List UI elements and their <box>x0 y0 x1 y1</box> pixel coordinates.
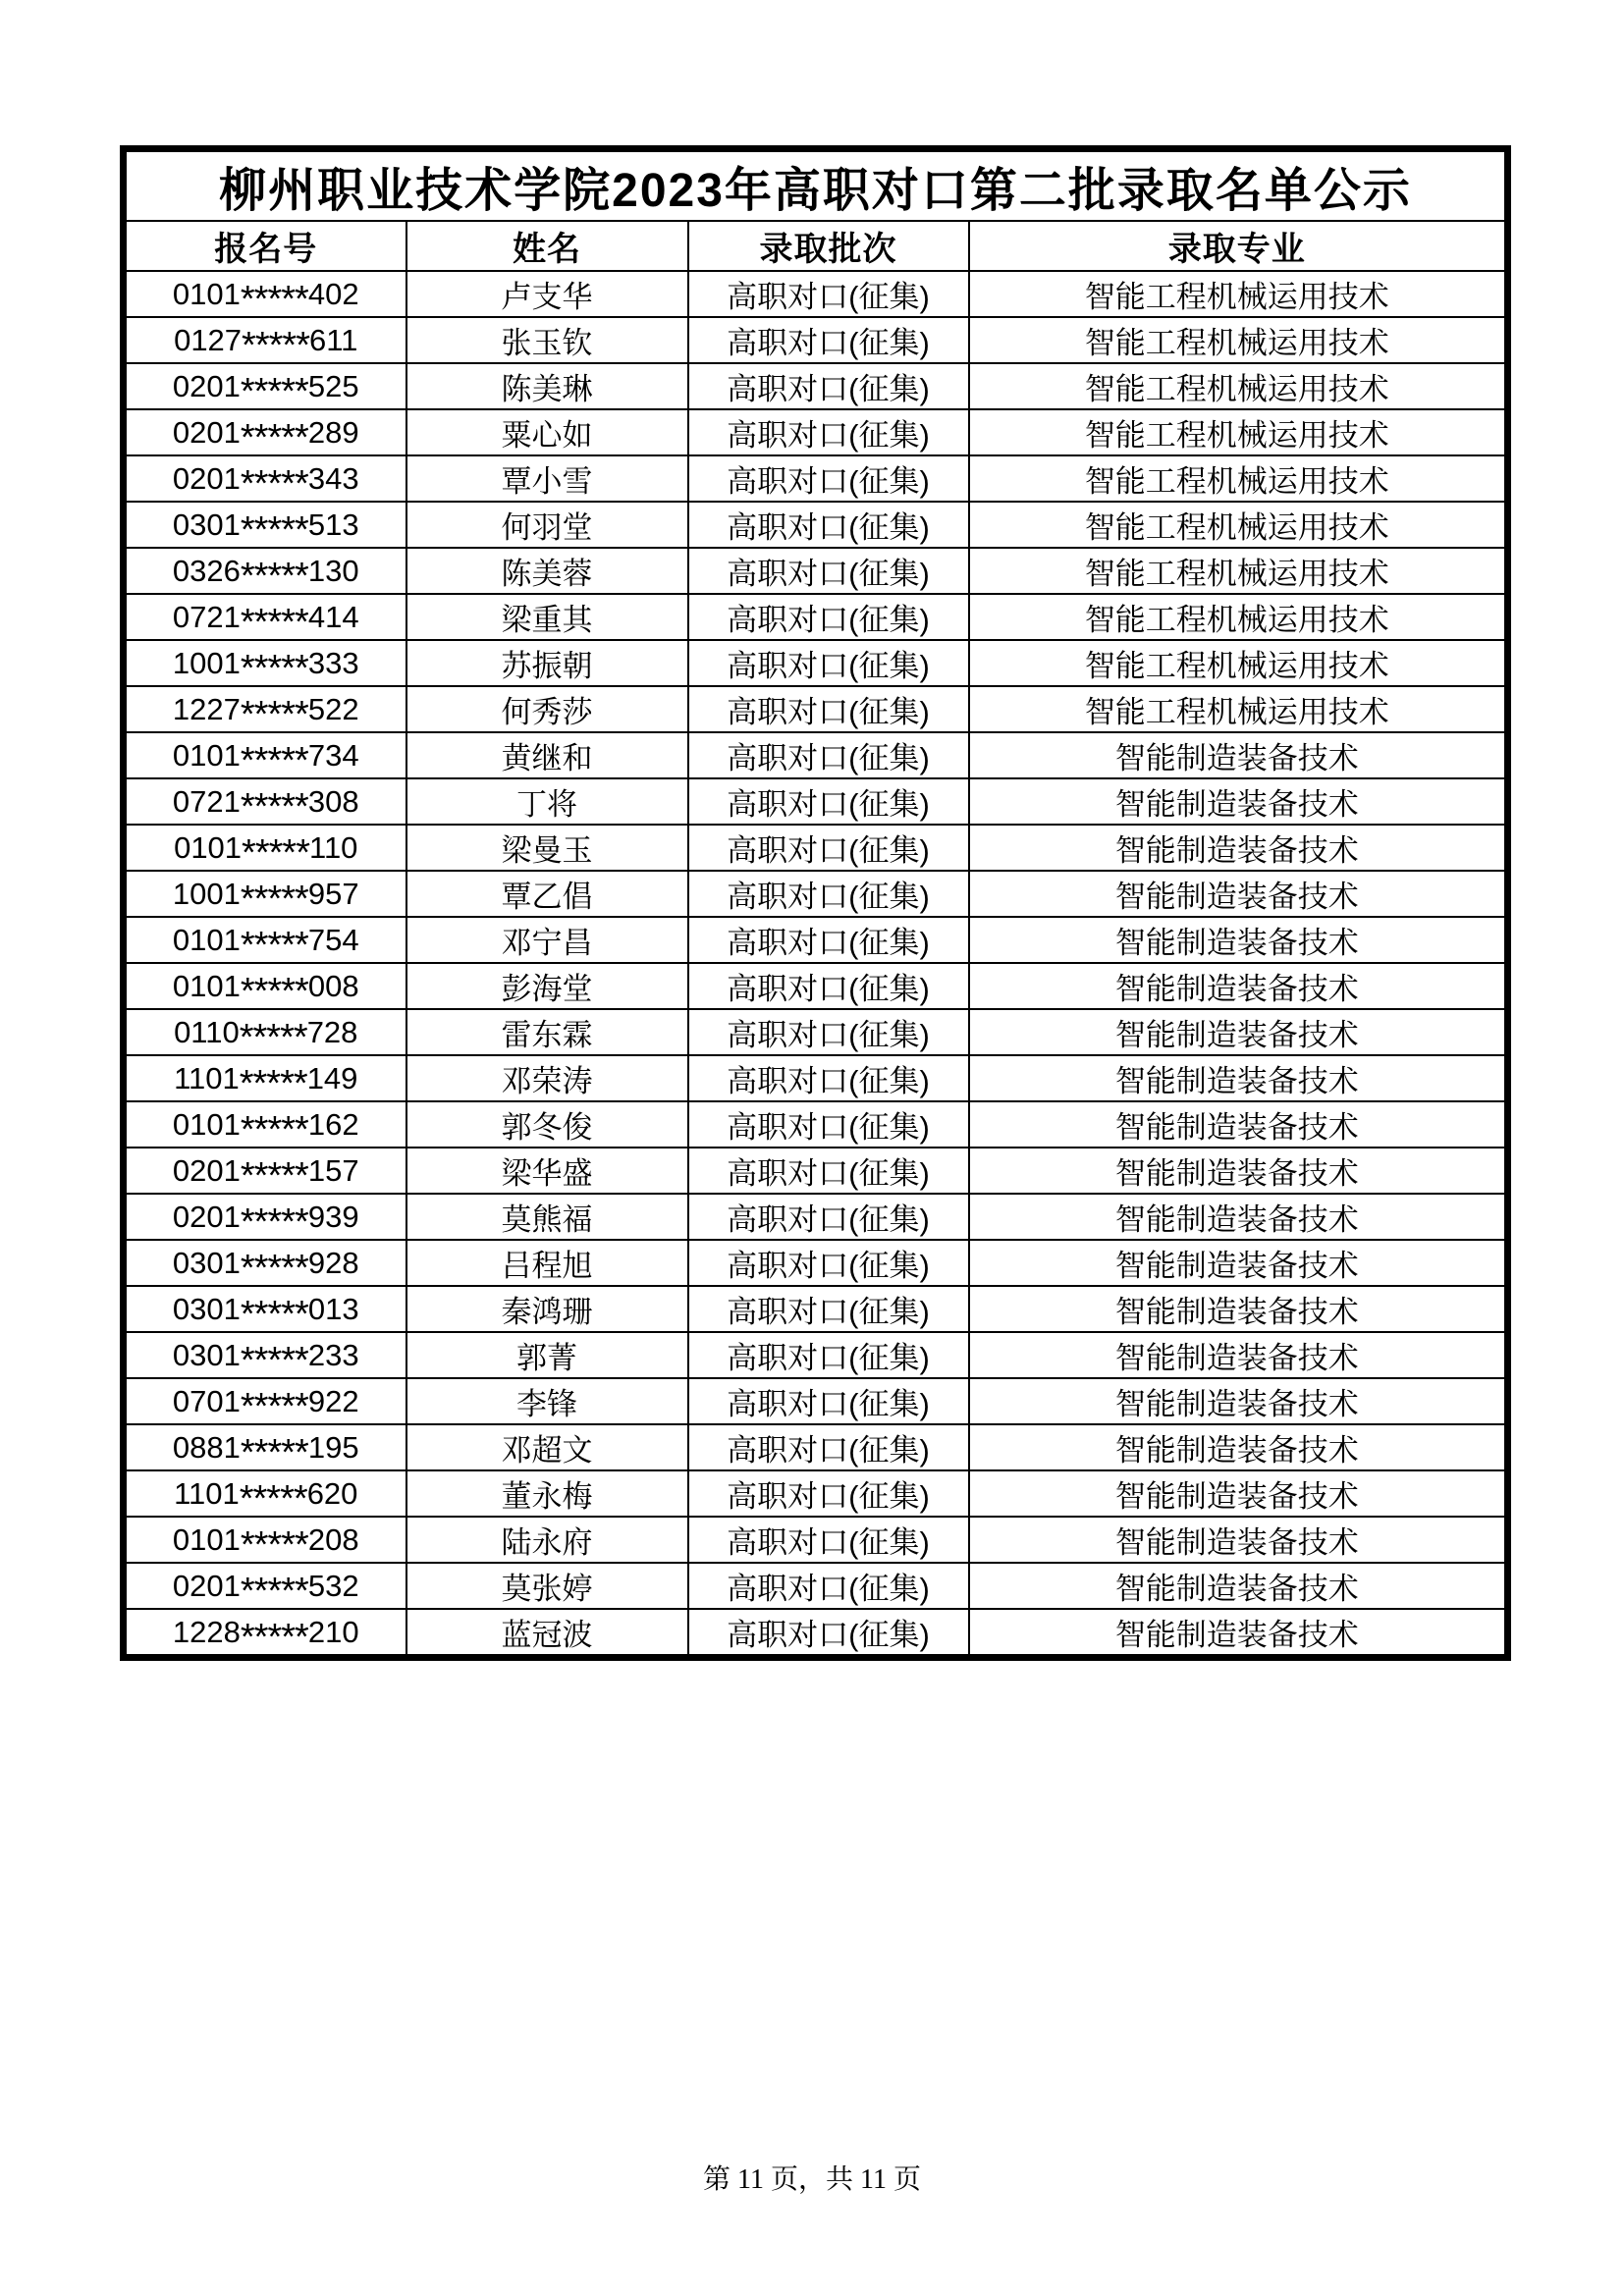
name-cell: 雷东霖 <box>406 1009 688 1055</box>
admission-major-cell: 智能工程机械运用技术 <box>969 548 1508 594</box>
masked-digits: ***** <box>240 1108 308 1148</box>
registration-number-cell: 0110*****728 <box>124 1009 406 1055</box>
masked-digits: ***** <box>240 1293 308 1332</box>
admission-major-cell: 智能制造装备技术 <box>969 917 1508 963</box>
admission-major-cell: 智能制造装备技术 <box>969 1240 1508 1286</box>
admission-major-cell: 智能工程机械运用技术 <box>969 640 1508 686</box>
registration-number-cell: 0101*****110 <box>124 825 406 871</box>
masked-digits: ***** <box>240 739 308 778</box>
admission-major-cell: 智能制造装备技术 <box>969 778 1508 825</box>
masked-digits: ***** <box>240 1385 308 1424</box>
name-cell: 郭菁 <box>406 1332 688 1378</box>
admission-major-cell: 智能工程机械运用技术 <box>969 363 1508 409</box>
masked-digits: ***** <box>240 1339 308 1378</box>
registration-number-cell: 0301*****513 <box>124 502 406 548</box>
admission-list-table <box>120 145 1511 1661</box>
registration-number-cell: 0201*****939 <box>124 1194 406 1240</box>
admission-major-cell: 智能制造装备技术 <box>969 1286 1508 1332</box>
masked-digits: ***** <box>242 831 309 871</box>
table-row <box>124 1194 1508 1240</box>
masked-digits: ***** <box>240 970 308 1009</box>
table-row <box>124 1009 1508 1055</box>
masked-digits: ***** <box>240 785 308 825</box>
name-cell: 董永梅 <box>406 1470 688 1517</box>
admission-batch-cell: 高职对口(征集) <box>688 1286 969 1332</box>
registration-number-cell: 0301*****233 <box>124 1332 406 1378</box>
registration-number-cell: 0201*****157 <box>124 1148 406 1194</box>
table-row <box>124 640 1508 686</box>
admission-batch-cell: 高职对口(征集) <box>688 1240 969 1286</box>
admission-major-cell: 智能制造装备技术 <box>969 1424 1508 1470</box>
name-cell: 邓超文 <box>406 1424 688 1470</box>
admission-major-cell: 智能制造装备技术 <box>969 1378 1508 1424</box>
table-body <box>124 271 1508 1658</box>
admission-batch-cell: 高职对口(征集) <box>688 1378 969 1424</box>
admission-batch-cell: 高职对口(征集) <box>688 409 969 455</box>
name-cell: 卢支华 <box>406 271 688 317</box>
name-cell: 邓宁昌 <box>406 917 688 963</box>
admission-major-cell: 智能制造装备技术 <box>969 1517 1508 1563</box>
table-row <box>124 732 1508 778</box>
name-cell: 邓荣涛 <box>406 1055 688 1101</box>
admission-major-cell: 智能工程机械运用技术 <box>969 686 1508 732</box>
admission-batch-cell: 高职对口(征集) <box>688 686 969 732</box>
registration-number-cell: 1101*****149 <box>124 1055 406 1101</box>
name-cell: 张玉钦 <box>406 317 688 363</box>
name-cell: 陆永府 <box>406 1517 688 1563</box>
admission-batch-cell: 高职对口(征集) <box>688 1517 969 1563</box>
registration-number-cell: 0301*****013 <box>124 1286 406 1332</box>
name-cell: 梁曼玉 <box>406 825 688 871</box>
table-row <box>124 317 1508 363</box>
admission-batch-cell: 高职对口(征集) <box>688 1424 969 1470</box>
name-cell: 陈美蓉 <box>406 548 688 594</box>
table-row <box>124 1470 1508 1517</box>
name-cell: 苏振朝 <box>406 640 688 686</box>
table-row <box>124 1517 1508 1563</box>
name-cell: 秦鸿珊 <box>406 1286 688 1332</box>
table-title-row <box>124 149 1508 222</box>
masked-digits: ***** <box>240 370 308 409</box>
admission-major-cell: 智能制造装备技术 <box>969 963 1508 1009</box>
table-row <box>124 1055 1508 1101</box>
name-cell: 粟心如 <box>406 409 688 455</box>
name-cell: 郭冬俊 <box>406 1101 688 1148</box>
table-row <box>124 1609 1508 1658</box>
table-row <box>124 363 1508 409</box>
masked-digits: ***** <box>240 555 308 594</box>
table-row <box>124 1101 1508 1148</box>
name-cell: 梁华盛 <box>406 1148 688 1194</box>
admission-batch-cell: 高职对口(征集) <box>688 1332 969 1378</box>
table-header-row <box>124 221 1508 271</box>
admission-major-cell: 智能制造装备技术 <box>969 1609 1508 1658</box>
registration-number-cell: 0881*****195 <box>124 1424 406 1470</box>
registration-number-cell: 0101*****008 <box>124 963 406 1009</box>
table-row <box>124 548 1508 594</box>
table-row <box>124 409 1508 455</box>
registration-number-cell: 0101*****402 <box>124 271 406 317</box>
admission-batch-cell: 高职对口(征集) <box>688 317 969 363</box>
name-cell: 李锋 <box>406 1378 688 1424</box>
table-row <box>124 502 1508 548</box>
admission-major-cell: 智能制造装备技术 <box>969 1148 1508 1194</box>
table-row <box>124 271 1508 317</box>
table-row <box>124 1563 1508 1609</box>
name-cell: 覃小雪 <box>406 455 688 502</box>
masked-digits: ***** <box>239 1062 307 1101</box>
masked-digits: ***** <box>240 416 308 455</box>
name-cell: 何秀莎 <box>406 686 688 732</box>
masked-digits: ***** <box>240 1570 308 1609</box>
admission-major-cell: 智能工程机械运用技术 <box>969 271 1508 317</box>
registration-number-cell: 0201*****525 <box>124 363 406 409</box>
table-row <box>124 871 1508 917</box>
masked-digits: ***** <box>240 1431 308 1470</box>
masked-digits: ***** <box>240 878 308 917</box>
table-row <box>124 686 1508 732</box>
column-header-admission-major: 录取专业 <box>969 221 1508 271</box>
name-cell: 何羽堂 <box>406 502 688 548</box>
admission-batch-cell: 高职对口(征集) <box>688 640 969 686</box>
page-title: 柳州职业技术学院2023年高职对口第二批录取名单公示 <box>124 149 1508 222</box>
admission-major-cell: 智能工程机械运用技术 <box>969 409 1508 455</box>
admission-batch-cell: 高职对口(征集) <box>688 502 969 548</box>
admission-major-cell: 智能制造装备技术 <box>969 1470 1508 1517</box>
admission-batch-cell: 高职对口(征集) <box>688 271 969 317</box>
registration-number-cell: 0101*****734 <box>124 732 406 778</box>
admission-batch-cell: 高职对口(征集) <box>688 1055 969 1101</box>
registration-number-cell: 0721*****308 <box>124 778 406 825</box>
admission-major-cell: 智能制造装备技术 <box>969 1055 1508 1101</box>
masked-digits: ***** <box>240 508 308 548</box>
masked-digits: ***** <box>239 1477 307 1517</box>
name-cell: 莫张婷 <box>406 1563 688 1609</box>
column-header-admission-batch: 录取批次 <box>688 221 969 271</box>
name-cell: 黄继和 <box>406 732 688 778</box>
masked-digits: ***** <box>242 324 309 363</box>
registration-number-cell: 0101*****208 <box>124 1517 406 1563</box>
registration-number-cell: 1101*****620 <box>124 1470 406 1517</box>
registration-number-cell: 1227*****522 <box>124 686 406 732</box>
masked-digits: ***** <box>240 924 308 963</box>
admission-batch-cell: 高职对口(征集) <box>688 871 969 917</box>
admission-batch-cell: 高职对口(征集) <box>688 1470 969 1517</box>
name-cell: 彭海堂 <box>406 963 688 1009</box>
column-header-registration-number: 报名号 <box>124 221 406 271</box>
table-row <box>124 1378 1508 1424</box>
admission-batch-cell: 高职对口(征集) <box>688 1194 969 1240</box>
masked-digits: ***** <box>240 601 308 640</box>
registration-number-cell: 0101*****162 <box>124 1101 406 1148</box>
masked-digits: ***** <box>240 462 308 502</box>
name-cell: 莫熊福 <box>406 1194 688 1240</box>
table-row <box>124 825 1508 871</box>
registration-number-cell: 1001*****333 <box>124 640 406 686</box>
admission-batch-cell: 高职对口(征集) <box>688 917 969 963</box>
table-row <box>124 1148 1508 1194</box>
table-row <box>124 778 1508 825</box>
admission-batch-cell: 高职对口(征集) <box>688 1563 969 1609</box>
admission-batch-cell: 高职对口(征集) <box>688 1101 969 1148</box>
admission-major-cell: 智能工程机械运用技术 <box>969 594 1508 640</box>
admission-batch-cell: 高职对口(征集) <box>688 594 969 640</box>
table-row <box>124 963 1508 1009</box>
registration-number-cell: 0326*****130 <box>124 548 406 594</box>
masked-digits: ***** <box>239 1016 307 1055</box>
admission-major-cell: 智能制造装备技术 <box>969 871 1508 917</box>
admission-batch-cell: 高职对口(征集) <box>688 778 969 825</box>
admission-major-cell: 智能制造装备技术 <box>969 1009 1508 1055</box>
name-cell: 梁重其 <box>406 594 688 640</box>
admission-batch-cell: 高职对口(征集) <box>688 825 969 871</box>
table-row <box>124 1424 1508 1470</box>
registration-number-cell: 0127*****611 <box>124 317 406 363</box>
admission-major-cell: 智能制造装备技术 <box>969 1563 1508 1609</box>
admission-major-cell: 智能工程机械运用技术 <box>969 455 1508 502</box>
registration-number-cell: 0201*****343 <box>124 455 406 502</box>
table-row <box>124 1286 1508 1332</box>
admission-major-cell: 智能制造装备技术 <box>969 1194 1508 1240</box>
registration-number-cell: 0201*****532 <box>124 1563 406 1609</box>
name-cell: 陈美琳 <box>406 363 688 409</box>
admission-batch-cell: 高职对口(征集) <box>688 1609 969 1658</box>
admission-major-cell: 智能制造装备技术 <box>969 1101 1508 1148</box>
name-cell: 蓝冠波 <box>406 1609 688 1658</box>
admission-batch-cell: 高职对口(征集) <box>688 363 969 409</box>
admission-batch-cell: 高职对口(征集) <box>688 548 969 594</box>
table-row <box>124 917 1508 963</box>
registration-number-cell: 0301*****928 <box>124 1240 406 1286</box>
registration-number-cell: 0201*****289 <box>124 409 406 455</box>
registration-number-cell: 0701*****922 <box>124 1378 406 1424</box>
name-cell: 吕程旭 <box>406 1240 688 1286</box>
registration-number-cell: 1228*****210 <box>124 1609 406 1658</box>
column-header-name: 姓名 <box>406 221 688 271</box>
table-row <box>124 1332 1508 1378</box>
masked-digits: ***** <box>240 1154 308 1194</box>
masked-digits: ***** <box>240 1247 308 1286</box>
masked-digits: ***** <box>240 1523 308 1563</box>
table-row <box>124 455 1508 502</box>
admission-major-cell: 智能工程机械运用技术 <box>969 317 1508 363</box>
admission-batch-cell: 高职对口(征集) <box>688 1148 969 1194</box>
name-cell: 覃乙倡 <box>406 871 688 917</box>
admission-batch-cell: 高职对口(征集) <box>688 732 969 778</box>
registration-number-cell: 1001*****957 <box>124 871 406 917</box>
admission-batch-cell: 高职对口(征集) <box>688 1009 969 1055</box>
table-row <box>124 594 1508 640</box>
admission-batch-cell: 高职对口(征集) <box>688 455 969 502</box>
masked-digits: ***** <box>240 1201 308 1240</box>
table-row <box>124 1240 1508 1286</box>
masked-digits: ***** <box>240 693 308 732</box>
admission-major-cell: 智能制造装备技术 <box>969 732 1508 778</box>
masked-digits: ***** <box>240 1616 308 1658</box>
admission-major-cell: 智能制造装备技术 <box>969 1332 1508 1378</box>
name-cell: 丁将 <box>406 778 688 825</box>
masked-digits: ***** <box>240 278 308 317</box>
admission-batch-cell: 高职对口(征集) <box>688 963 969 1009</box>
registration-number-cell: 0721*****414 <box>124 594 406 640</box>
admission-major-cell: 智能工程机械运用技术 <box>969 502 1508 548</box>
page-number-footer: 第 11 页，共 11 页 <box>703 2164 921 2195</box>
masked-digits: ***** <box>240 647 308 686</box>
registration-number-cell: 0101*****754 <box>124 917 406 963</box>
admission-major-cell: 智能制造装备技术 <box>969 825 1508 871</box>
